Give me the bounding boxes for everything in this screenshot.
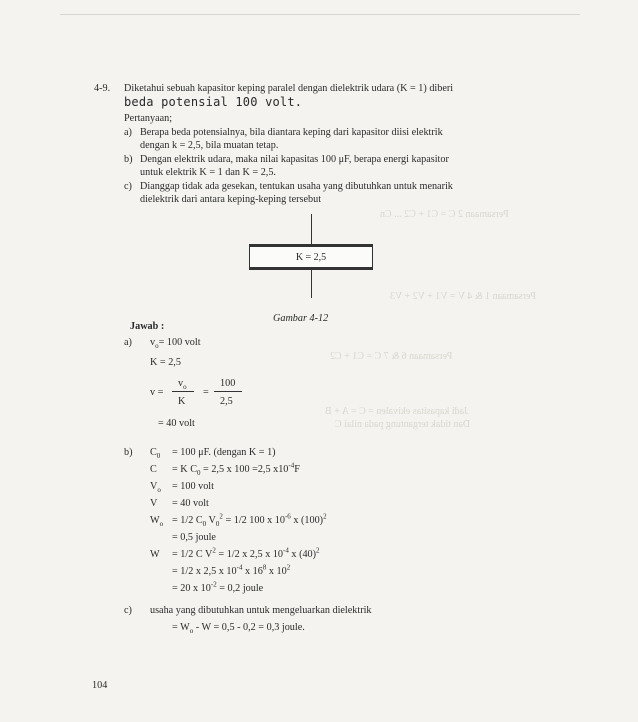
answer-a-label: a) — [124, 337, 132, 348]
bleed-through-text: Persamaan 2 C = C1 + C2 ... Cn — [380, 209, 509, 220]
dielectric-label: K = 2,5 — [295, 251, 327, 263]
answer-b-w-line-2: = 1/2 x 2,5 x $10^{-4}$ x $16^8$ x $10^2$ — [172, 563, 291, 577]
answer-b-w-rhs: = 1/2 C $V^2 = 1/2$ x 2,5 x $10^{-4}$ x $(40)^2$ — [172, 546, 320, 560]
answer-b-v-rhs: = 40 volt — [172, 498, 209, 509]
figure-caption: Gambar 4-12 — [273, 313, 329, 324]
answer-b-c0-rhs: = 100 μF. (dengan K = 1) — [172, 447, 276, 458]
answer-b-v-lhs: V — [150, 498, 158, 509]
fraction-2-denominator: 2,5 — [220, 396, 233, 407]
bleed-through-text: Jadi kapasitas ekivalen = C = A + B — [325, 406, 469, 417]
answer-b-v0-rhs: = 100 volt — [172, 481, 214, 492]
question-a-label: a) — [124, 127, 132, 138]
question-b-line-1: Dengan elektrik udara, maka nilai kapasitas 100 μF, berapa energi kapasitor — [140, 154, 449, 165]
page-top-rule — [60, 14, 580, 15]
question-c-line-2: dielektrik dari antara keping-keping tersebut — [140, 194, 322, 205]
fraction-1-denominator: K — [178, 396, 186, 407]
capacitor-lower-lead — [311, 270, 312, 298]
capacitor-upper-lead — [311, 214, 312, 244]
fraction-1-numerator: $v_o$ — [178, 378, 187, 392]
question-c-label: c) — [124, 181, 132, 192]
question-b-line-2: untuk elektrik K = 1 dan K = 2,5. — [140, 167, 276, 178]
answer-b-label: b) — [124, 447, 133, 458]
answer-header: Jawab : — [130, 321, 165, 332]
answer-b-c0-lhs: $C_0$ — [150, 447, 161, 461]
bleed-through-text: Persamaan 6 & 7 C = C1 + C2 — [330, 351, 453, 362]
question-header: Pertanyaan; — [124, 113, 173, 124]
answer-b-c-lhs: C — [150, 464, 157, 475]
answer-b-w-line-3: = 20 x $10^{-2} = 0,2$ joule — [172, 580, 264, 594]
answer-b-v0-lhs: $V_o$ — [150, 481, 161, 495]
answer-a-result: = 40 volt — [158, 418, 195, 429]
bleed-through-text: Persamaan 1 & 4 V = V1 + V2 + V3 — [390, 291, 536, 302]
problem-line-2: beda potensial 100 volt. — [124, 95, 303, 109]
answer-b-w0-rhs: = 1/2 $C_0$ $V_0^2 = 1/2$ 100 x $10^{-6}$ x $(100)^2$ — [172, 512, 327, 529]
fraction-1-bar — [172, 391, 194, 392]
bleed-through-text: Dan tidak tergantung pada nilai C — [335, 419, 471, 430]
problem-line-1: Diketahui sebuah kapasitor keping paralel dengan dielektrik udara (K = 1) diberi — [124, 83, 454, 94]
question-b-label: b) — [124, 154, 133, 165]
page-number: 104 — [92, 680, 108, 691]
answer-b-w-lhs: W — [150, 549, 160, 560]
answer-b-w0-result: = 0,5 joule — [172, 532, 216, 543]
answer-a-lhs: v = — [150, 387, 164, 398]
fraction-2-numerator: 100 — [220, 378, 236, 389]
problem-number: 4-9. — [94, 83, 111, 94]
fraction-2-bar — [214, 391, 242, 392]
question-a-line-1: Berapa beda potensialnya, bila diantara keping dari kapasitor diisi elektrik — [140, 127, 443, 138]
fraction-equals: = — [203, 387, 209, 398]
answer-b-c-rhs: = K $C_0 = 2,5$ x 100 =2,5 $x10^{-4}F$ — [172, 461, 300, 478]
answer-c-line-1: usaha yang dibutuhkan untuk mengeluarkan dielektrik — [150, 605, 372, 616]
answer-a-line-1: $v_o= 100$ volt — [150, 337, 201, 351]
question-a-line-2: dengan k = 2,5, bila muatan tetap. — [140, 140, 279, 151]
question-c-line-1: Dianggap tidak ada gesekan, tentukan usaha yang dibutuhkan untuk menarik — [140, 181, 453, 192]
answer-a-line-2: K = 2,5 — [150, 357, 181, 368]
answer-c-label: c) — [124, 605, 132, 616]
answer-b-w0-lhs: $W_o$ — [150, 515, 164, 529]
answer-c-line-2: = $W_o - W = 0,5 - 0,2 = 0,3$ joule. — [172, 622, 305, 636]
dielectric-box — [249, 246, 373, 268]
